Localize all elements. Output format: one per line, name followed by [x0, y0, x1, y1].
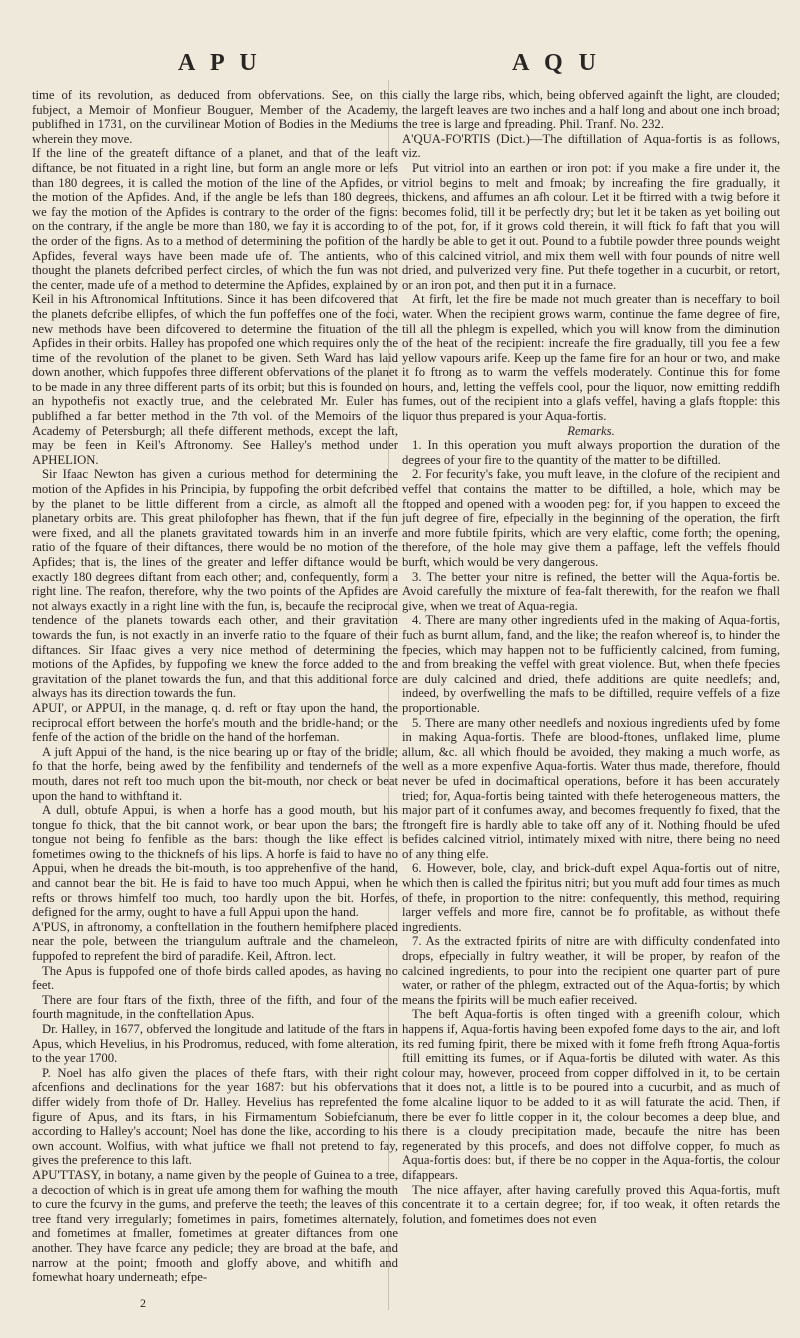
right-column: [402, 88, 780, 1226]
paragraph: A juft Appui of the hand, is the nice bearing up or ftay of the bridle; fo that the horfe, being awed by the fenfibility and tendernefs of the mouth, dares not reft too much upon the bit-mouth, nor check or beat upon the hand to withftand it.: [32, 744, 398, 803]
running-header: [0, 50, 800, 84]
paragraph: 2. For fecurity's fake, you muft leave, in the clofure of the recipient and veffel that contains the matter to be diftilled, a hole, which may be ftopped and opened with a wooden peg: for, if you happen to exceed the juft degree of fire, efpecially in the beginning of the operation, the firft and more fubtile fpirits, which are very elaftic, come forth; the opening, therefore, of the hole may give them a paffage, left the veffels fhould burft, which would be very dangerous.: [402, 467, 780, 569]
header-right: A Q U: [512, 50, 602, 76]
paragraph: A'PUS, in aftronomy, a conftellation in the fouthern hemifphere placed near the pole, between the triangulum auftrale and the chameleon, fuppofed to reprefent the bird of paradife. Keil, Aftron. lect.: [32, 919, 398, 964]
paragraph: At firft, let the fire be made not much greater than is neceffary to boil water. When the recipient grows warm, continue the fame degree of fire, till all the phlegm is expelled, which you will know from the diminution of the heat of the recipient: increafe the fire gradually, till you fee a few yellow vapours arife. Keep up the fame fire for an hour or two, and make it fo ftrong as to warm the veffels moderately. Continue this for fome hours, and, letting the veffels cool, pour the liquor, now emitting reddifh fumes, out of the recipient into a glafs veffel, having a glafs ftopple: this liquor thus prepared is your Aqua-fortis.: [402, 292, 780, 424]
paragraph: 3. The better your nitre is refined, the better will the Aqua-fortis be. Avoid carefully the mixture of fea-falt therewith, for the reafon we fhall give, when we treat of Aqua-regia.: [402, 569, 780, 613]
signature-mark: 2: [140, 1296, 146, 1310]
paragraph: Dr. Halley, in 1677, obferved the longitude and latitude of the ftars in Apus, which Hevelius, in his Prodromus, reduced, with fome alteration, to the year 1700.: [32, 1022, 398, 1066]
paragraph: The beft Aqua-fortis is often tinged with a greenifh colour, which happens if, Aqua-fortis having been expofed fome days to the air, and loft its red fuming fpirit, there be mixed with it fome frefh ftrong Aqua-fortis ftill emitting its fumes, or if Aqua-fortis be diluted with water. As this colour may, however, proceed from copper diffolved in it, to be certain that it does not, a little is to be poured into a cucurbit, and as much of fome alcaline liquor to be added to it as will faturate the acid. Then, if there be ever fo little copper in it, the colour becomes a deep blue, and there is a cloudy precipitation made, becaufe the nitre has been regenerated by this procefs, and does not diffolve copper, fo much as Aqua-fortis does: but, if there be no copper in the Aqua-fortis, the colour difappears.: [402, 1007, 780, 1182]
paragraph: A'QUA-FO'RTIS (Dict.)—The diftillation of Aqua-fortis is as follows, viz.: [402, 131, 780, 161]
paragraph: Put vitriol into an earthen or iron pot: if you make a fire under it, the vitriol begins to melt and fmoak; by increafing the fire gradually, it thickens, and affumes an afh colour. Let it be ftirred with a twig before it becomes folid, till it be perfectly dry; but let it be taken as yet boiling out of the pot, for, if it grows cold therein, it will ftick fo faft that you will hardly be able to get it out. Pound to a fubtile powder three pounds weight of this calcined vitriol, and mix them well with four pounds of nitre well dried, and pulverized very fine. Put thefe together in a cucurbit, or retort, or an iron pot, and then put it in a furnace.: [402, 160, 780, 292]
paragraph: The nice affayer, after having carefully proved this Aqua-fortis, muft concentrate it to a certain degree; for, if too weak, it often retards the folution, and fometimes does not even: [402, 1182, 780, 1226]
paragraph: The Apus is fuppofed one of thofe birds called apodes, as having no feet.: [32, 963, 398, 993]
paragraph: APU'TTASY, in botany, a name given by the people of Guinea to a tree, a decoction of which is in great ufe among them for wafhing the mouth to cure the fcurvy in the gums, and preferve the teeth; the leaves of this tree ftand very irregularly; fometimes in pairs, fometimes alternately, and fometimes at fmaller, fometimes at greater diftances from one another. They have fcarce any pedicle; they are broad at the bafe, and narrow at the point; fmooth and gloffy above, and whitifh and fomewhat hoary underneath; efpe-: [32, 1167, 398, 1285]
paragraph: 6. However, bole, clay, and brick-duft expel Aqua-fortis out of nitre, which then is called the fpiritus nitri; but you muft add four times as much of thefe, in proportion to the nitre: confequently, this method, requiring larger veffels and more fire, cannot be fo profitable, as without thefe ingredients.: [402, 861, 780, 934]
paragraph: P. Noel has alfo given the places of thefe ftars, with their right afcenfions and declinations for the year 1687: but his obfervations differ widely from thofe of Dr. Halley. Hevelius has reprefented the figure of Apus, and its ftars, in his Firmamentum Sobiefcianum, according to Halley's account; Noel has done the like, according to his own account. Wolfius, with what juftice we fhall not pretend to fay, gives the preference to this laft.: [32, 1065, 398, 1168]
paragraph: cially the large ribs, which, being obferved againft the light, are clouded; the largeft leaves are two inches and a half long and about one inch broad; the tree is large and fpreading. Phil. Tranf. No. 232.: [402, 88, 780, 132]
left-column: [32, 88, 398, 1285]
paragraph: 5. There are many other needlefs and noxious ingredients ufed by fome in making Aqua-fortis. Thefe are blood-ftones, unflaked lime, plume allum, &c. all which fhould be avoided, they making a much worfe, as well as a more expenfive Aqua-fortis. Water thus made, therefore, fhould never be ufed in docimaftical operations, before it has been accurately tried; for, Aqua-fortis being tainted with thefe heterogeneous matters, the major part of it confumes away, and becomes frequently fo fixed, that the ftrongeft fire is hardly able to take off any of it. Nothing fhould be ufed befides calcined vitriol, intimately mixed with nitre, there being no need of any thing elfe.: [402, 715, 780, 861]
paragraph: Sir Ifaac Newton has given a curious method for determining the motion of the Apfides in his Principia, by fuppofing the orbit defcribed by the planet to be little different from a circle, as almoft all the planetary orbits are. This great philofopher has fhewn, that if the fun were fixed, and all the planets gravitated towards him in an inverfe ratio of the fquare of their diftances, there would be no motion of the Apfides; that is, the lines of the greater and leffer diftance would be exactly 180 degrees diftant from each other; and, confequently, form a right line. The reafon, therefore, why the two points of the Apfides are not always exactly in a right line with the fun, is, becaufe the reciprocal tendence of the planets towards each other, and their gravitation towards the fun, is not exactly in an inverfe ratio to the fquare of their diftances. Sir Ifaac gives a very nice method of determining the motions of the Apfides, by fuppofing we knew the force added to the gravitation of the planet towards the fun, and that this additional force always has its direction towards the fun.: [32, 467, 398, 701]
section-heading: Remarks.: [567, 423, 615, 438]
paragraph: 4. There are many other ingredients ufed in the making of Aqua-fortis, fuch as burnt allum, fand, and the like; the reafon whereof is, to hinder the fpecies, which may happen not to be fufficiently calcined, from fuming, and from breaking the veffel with great violence. But, when thefe fpecies are duly calcined and dried, thefe additions are quite needlefs; and, indeed, by overfwelling the mafs to be diftilled, require veffels of a fize proportionable.: [402, 613, 780, 715]
paragraph: time of its revolution, as deduced from obfervations. See, on this fubject, a Memoir of Monfieur Bouguer, Member of the Academy, publifhed in 1731, on the curvilinear Motion of Bodies in the Mediums wherein they move.: [32, 88, 398, 146]
paragraph: If the line of the greateft diftance of a planet, and that of the leaft diftance, be not fituated in a right line, but form an angle more or lefs than 180 degrees, it is called the motion of the line of the Apfides, or the motion of the Apfides. And, if the angle be lefs than 180 degrees, we fay the motion of the Apfides is contrary to the order of the figns: on the contrary, if the angle be more than 180, we fay it is according to the order of the figns. As to a method of determining the pofition of the Apfides, feveral ways have been made ufe of. The antients, who thought the planets defcribed perfect circles, of which the fun was not the center, made ufe of a method to determine the Apfides, explained by Keil in his Aftronomical Inftitutions. Since it has been difcovered that the planets defcribe ellipfes, of which the fun poffeffes one of the foci, new methods have been difcovered to determine the fituation of the Apfides in their orbits. Halley has propofed one which requires only the time of the revolution of the planet to be given. Seth Ward has laid down another, which fuppofes three different obfervations of the planet to be made in any three different parts of its orbit; but this is founded on an hypothefis not exactly true, and the celebrated Mr. Euler has publifhed a far better method in the 7th vol. of the Memoirs of the Academy of Petersburgh; all thefe different methods, except the laft, may be feen in Keil's Aftronomy. See Halley's method under APHELION.: [32, 146, 398, 467]
paragraph: There are four ftars of the fixth, three of the fifth, and four of the fourth magnitude, in the conftellation Apus.: [32, 992, 398, 1022]
paragraph: 1. In this operation you muft always proportion the duration of the degrees of your fire to the quantity of the matter to be diftilled.: [402, 438, 780, 467]
paragraph: A dull, obtufe Appui, is when a horfe has a good mouth, but his tongue fo thick, that the bit cannot work, or bear upon the bars; the tongue not being fo fenfible as the bars: though the like effect is fometimes owing to the thicknefs of his lips. A horfe is faid to have no Appui, when he dreads the bit-mouth, is too apprehenfive of the hand, and cannot bear the bit. He is faid to have too much Appui, when he refts or throws himfelf too much, too hardly upon the bit. Horfes, defigned for the army, ought to have a full Appui upon the hand.: [32, 803, 398, 920]
paragraph: APUI', or APPUI, in the manage, q. d. reft or ftay upon the hand, the reciprocal effort between the horfe's mouth and the bridle-hand; or the fenfe of the action of the bridle on the hand of the horfeman.: [32, 700, 398, 745]
header-left: A P U: [178, 50, 262, 76]
paragraph: 7. As the extracted fpirits of nitre are with difficulty condenfated into drops, efpecially in fultry weather, it will be proper, by reafon of the calcined ingredients, to pour into the recipient one quarter part of pure water, or rather of the phlegm, extracted out of the Aqua-fortis; by which means the fpirits will be much eafier received.: [402, 934, 780, 1007]
